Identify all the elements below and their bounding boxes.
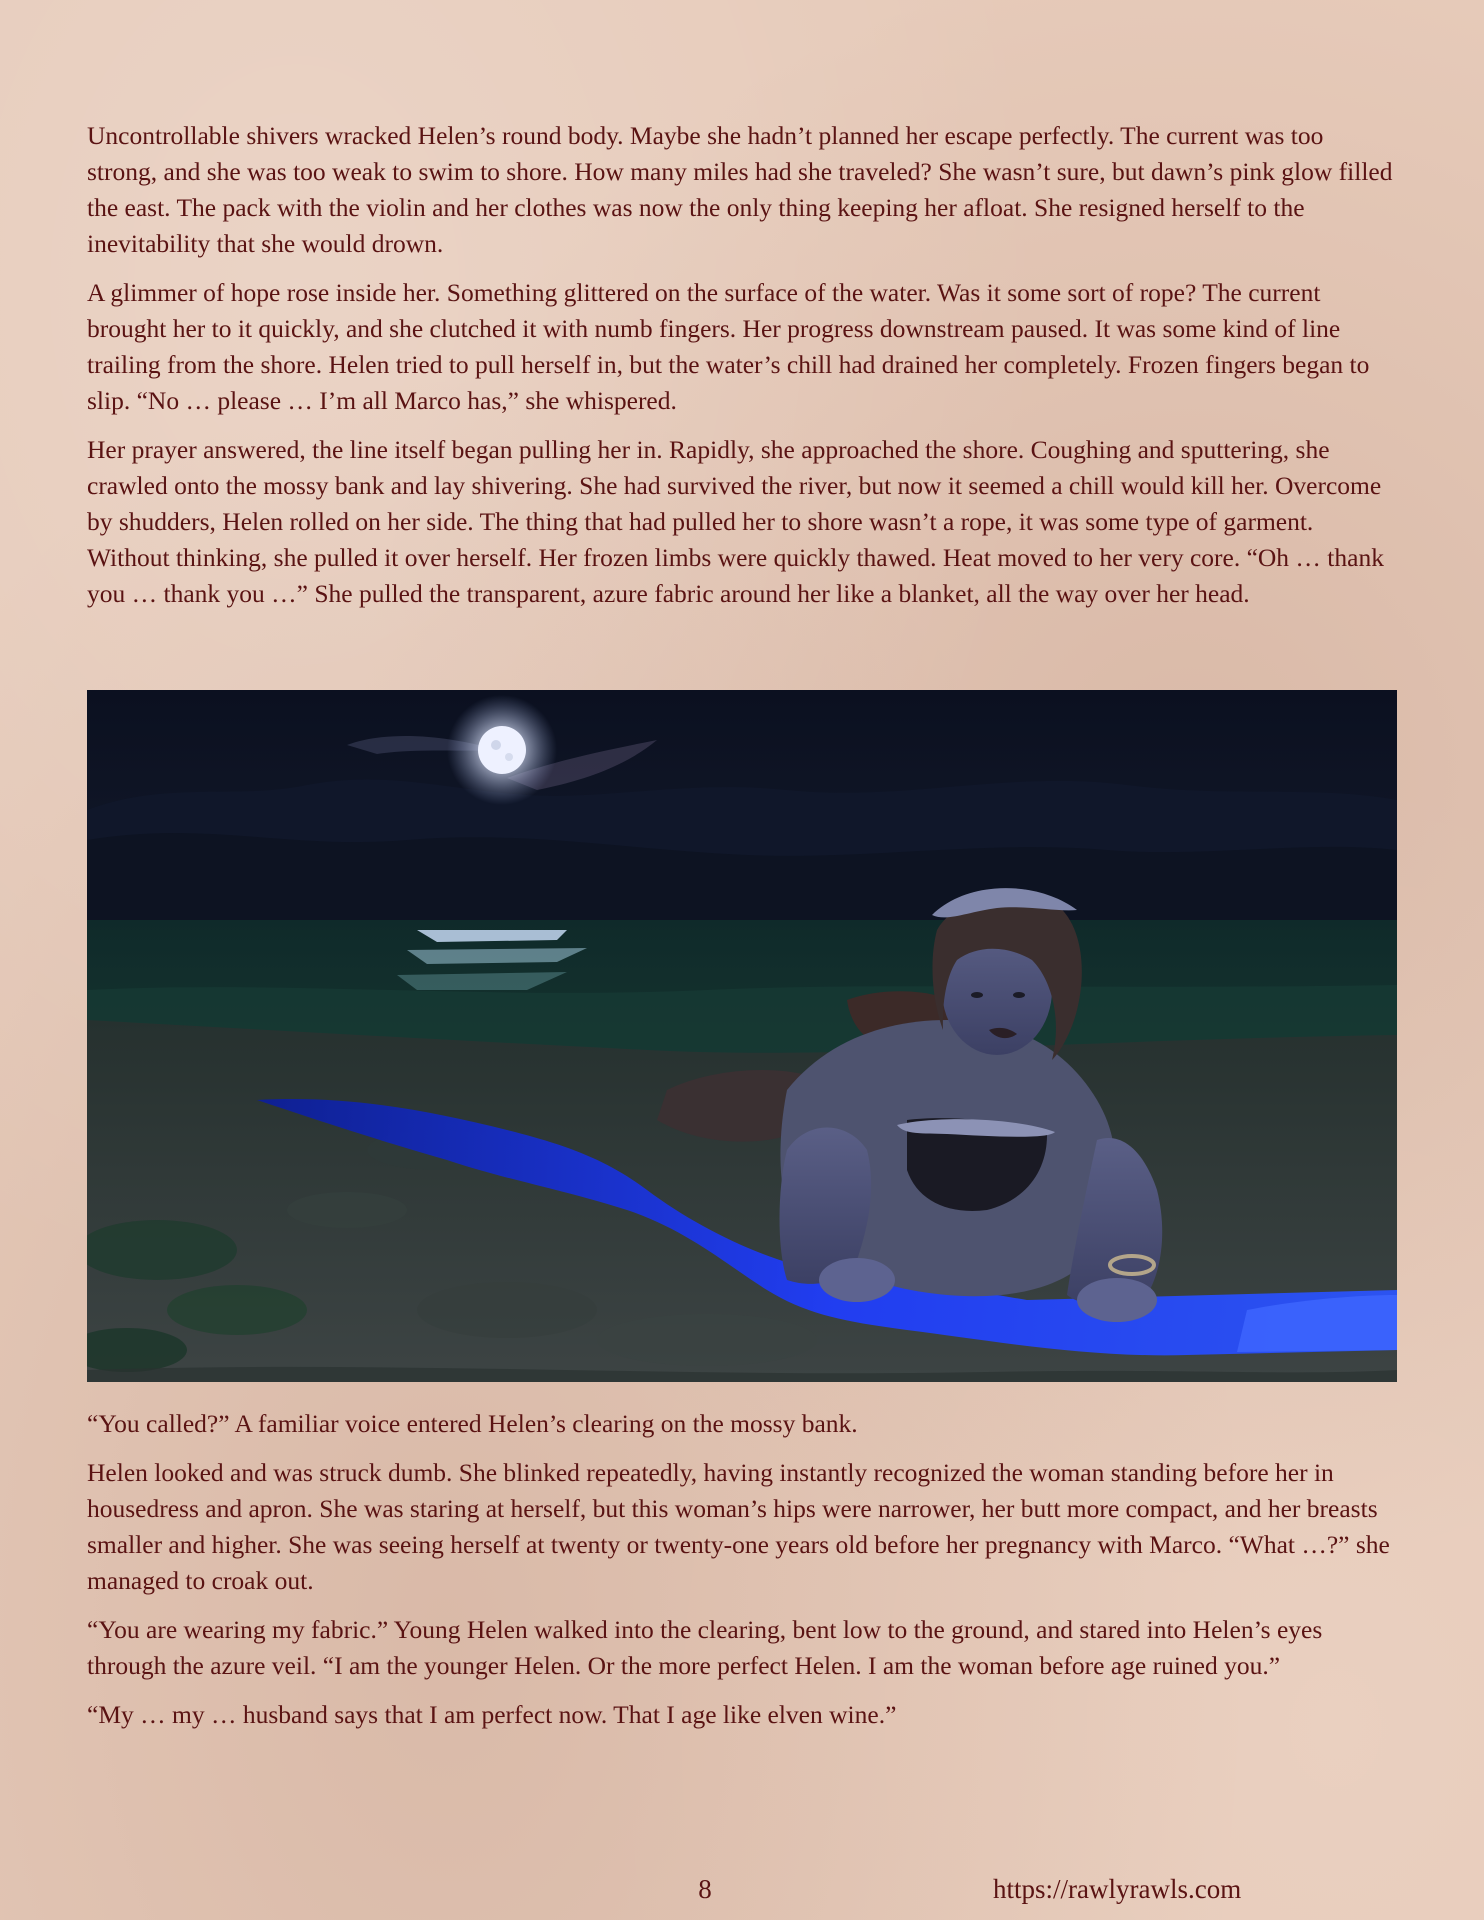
story-paragraph-5: Helen looked and was struck dumb. She blinked repeatedly, having instantly recognized the woman standing before her in housedress and apron. She was staring at herself, but this woman’s hips were narrower, her butt more compact, and her breasts smaller and higher. She was seeing herself at twenty or twenty-one years old before her pregnancy with Marco. “What …?” she managed to croak out. [87, 1458, 1390, 1595]
story-top-section [87, 118, 1397, 625]
story-paragraph-1: Uncontrollable shivers wracked Helen’s round body. Maybe she hadn’t planned her escape perfectly. The current was too strong, and she was too weak to swim to shore. How many miles had she traveled? She wasn’t sure, but dawn’s pink glow filled the east. The pack with the violin and her clothes was now the only thing keeping her afloat. She resigned herself to the inevitability that she would drown. [87, 121, 1393, 258]
moonlit-shore-illustration [87, 690, 1397, 1382]
story-paragraph-4: “You called?” A familiar voice entered Helen’s clearing on the mossy bank. [87, 1409, 858, 1438]
story-bottom-section [87, 1406, 1397, 1746]
page-number: 8 [698, 1874, 712, 1904]
story-paragraph-3: Her prayer answered, the line itself began pulling her in. Rapidly, she approached the shore. Coughing and sputtering, she crawled onto the mossy bank and lay shivering. She had survived the river, but now it seemed a chill would kill her. Overcome by shudders, Helen rolled on her side. The thing that had pulled her to shore wasn’t a rope, it was some type of garment. Without thinking, she pulled it over herself. Her frozen limbs were quickly thawed. Heat moved to her very core. “Oh … thank you … thank you …” She pulled the transparent, azure fabric around her like a blanket, all the way over her head. [87, 435, 1384, 608]
moon-reflection [417, 930, 567, 942]
story-paragraph-2: A glimmer of hope rose inside her. Something glittered on the surface of the water. Was it some sort of rope? The current brought her to it quickly, and she clutched it with numb fingers. Her progress downstream paused. It was some kind of line trailing from the shore. Helen tried to pull herself in, but the water’s chill had drained her completely. Frozen fingers began to slip. “No … please … I’m all Marco has,” she whispered. [87, 278, 1370, 415]
website-url-link[interactable]: https://rawlyrawls.com [993, 1874, 1242, 1904]
story-paragraph-7: “My … my … husband says that I am perfect now. That I age like elven wine.” [87, 1700, 897, 1729]
moon [478, 726, 526, 774]
story-paragraph-6: “You are wearing my fabric.” Young Helen walked into the clearing, bent low to the ground, and stared into Helen’s eyes through the azure veil. “I am the younger Helen. Or the more perfect Helen. I am the woman before age ruined you.” [87, 1615, 1323, 1680]
